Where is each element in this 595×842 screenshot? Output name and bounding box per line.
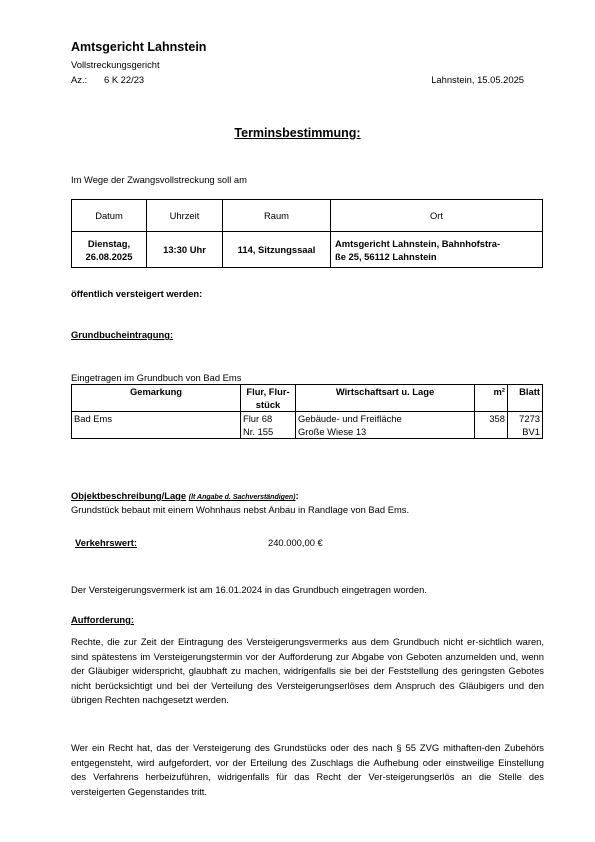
header-qm: m²	[475, 385, 508, 412]
flur-line1: Flur 68	[243, 413, 273, 424]
objekt-colon: :	[295, 490, 299, 501]
objekt-note: (lt Angabe d. Sachverständigen)	[188, 494, 296, 501]
department: Vollstreckungsgericht	[71, 59, 160, 70]
aufforderung-heading: Aufforderung:	[71, 614, 135, 625]
header-flur	[241, 385, 296, 412]
header-gemarkung: Gemarkung	[72, 385, 241, 412]
wirt-line1: Gebäude- und Freifläche	[298, 413, 402, 424]
header-wirtschaftsart: Wirtschaftsart u. Lage	[296, 385, 475, 412]
datum-date: 26.08.2025	[85, 250, 133, 262]
document-title: Terminsbestimmung:	[234, 126, 361, 140]
grundbuch-table-header	[72, 385, 543, 412]
header-raum: Raum	[223, 200, 331, 232]
blatt-line1: 7273	[519, 413, 540, 424]
grundbuch-heading: Grundbucheintragung:	[71, 329, 174, 340]
verkehrswert-value: 240.000,00 €	[268, 537, 323, 548]
header-flur-line1: Flur, Flur-	[246, 386, 290, 397]
wirt-line2: Große Wiese 13	[298, 426, 367, 437]
case-number-label: Az.:	[71, 74, 88, 85]
cell-ort	[331, 232, 543, 268]
termin-table-row	[72, 232, 543, 268]
place-date: Lahnstein, 15.05.2025	[431, 74, 524, 85]
cell-raum: 114, Sitzungssaal	[223, 232, 331, 268]
header-uhrzeit: Uhrzeit	[147, 200, 223, 232]
grundbuch-table	[71, 384, 543, 439]
grundbuch-table-row	[72, 412, 543, 439]
court-name: Amtsgericht Lahnstein	[71, 40, 207, 54]
cell-flur	[241, 412, 296, 439]
aufforderung-paragraph-1: Rechte, die zur Zeit der Eintragung des Versteigerungsvermerks aus dem Grundbuch nicht er-sichtlich waren, sind spätestens im Versteigerungstermin vor der Aufforderung zur Abgabe von Geboten anzumelden und, wenn der Gläubiger widerspricht, glaubhaft zu machen, widrigenfalls sie bei der Feststellung des geringsten Gebotes nicht berücksichtigt und bei der Verteilung des Versteigerungserlöses dem Anspruch des Gläubigers und den übrigen Rechten nachgesetzt werden.	[71, 636, 544, 705]
header-blatt: Blatt	[508, 385, 543, 412]
objekt-text: Grundstück bebaut mit einem Wohnhaus nebst Anbau in Randlage von Bad Ems.	[71, 504, 410, 515]
header-datum: Datum	[72, 200, 147, 232]
cell-qm: 358	[475, 412, 508, 439]
header-flur-line2: stück	[255, 399, 281, 410]
case-number-value: 6 K 22/23	[104, 74, 145, 85]
verkehrswert-label: Verkehrswert:	[75, 537, 138, 548]
cell-uhrzeit: 13:30 Uhr	[147, 232, 223, 268]
datum-weekday: Dienstag,	[87, 237, 131, 249]
cell-wirtschaftsart	[296, 412, 475, 439]
case-number	[71, 73, 145, 86]
termin-table-header	[72, 200, 543, 232]
cell-blatt	[508, 412, 543, 439]
cell-gemarkung: Bad Ems	[72, 412, 241, 439]
termin-table	[71, 199, 543, 268]
cell-datum	[72, 232, 147, 268]
intro-text: Im Wege der Zwangsvollstreckung soll am	[71, 174, 247, 185]
flur-line2: Nr. 155	[243, 426, 274, 437]
header-ort: Ort	[331, 200, 543, 232]
vermerk-text: Der Versteigerungsvermerk ist am 16.01.2024 in das Grundbuch eingetragen worden.	[71, 584, 427, 595]
ort-line1: Amtsgericht Lahnstein, Bahnhofstra-	[335, 237, 501, 249]
versteigert-text: öffentlich versteigert werden:	[71, 288, 203, 299]
ort-line2: ße 25, 56112 Lahnstein	[335, 250, 437, 262]
objekt-heading: Objektbeschreibung/Lage	[71, 490, 187, 501]
aufforderung-paragraph-2: Wer ein Recht hat, das der Versteigerung des Grundstücks oder des nach § 55 ZVG mithaften-den Zubehörs entgegensteht, wird aufgefordert, vor der Erteilung des Zuschlags die Aufhebung oder einstweilige Einstellung des Verfahrens herbeizuführen, widrigenfalls für das Recht der Ver-steigerungserlös an die Stelle des versteigerten Gegenstandes tritt.	[71, 742, 544, 797]
eingetragen-text: Eingetragen im Grundbuch von Bad Ems	[71, 372, 242, 383]
blatt-line2: BV1	[522, 426, 540, 437]
objekt-heading-line	[71, 489, 299, 504]
